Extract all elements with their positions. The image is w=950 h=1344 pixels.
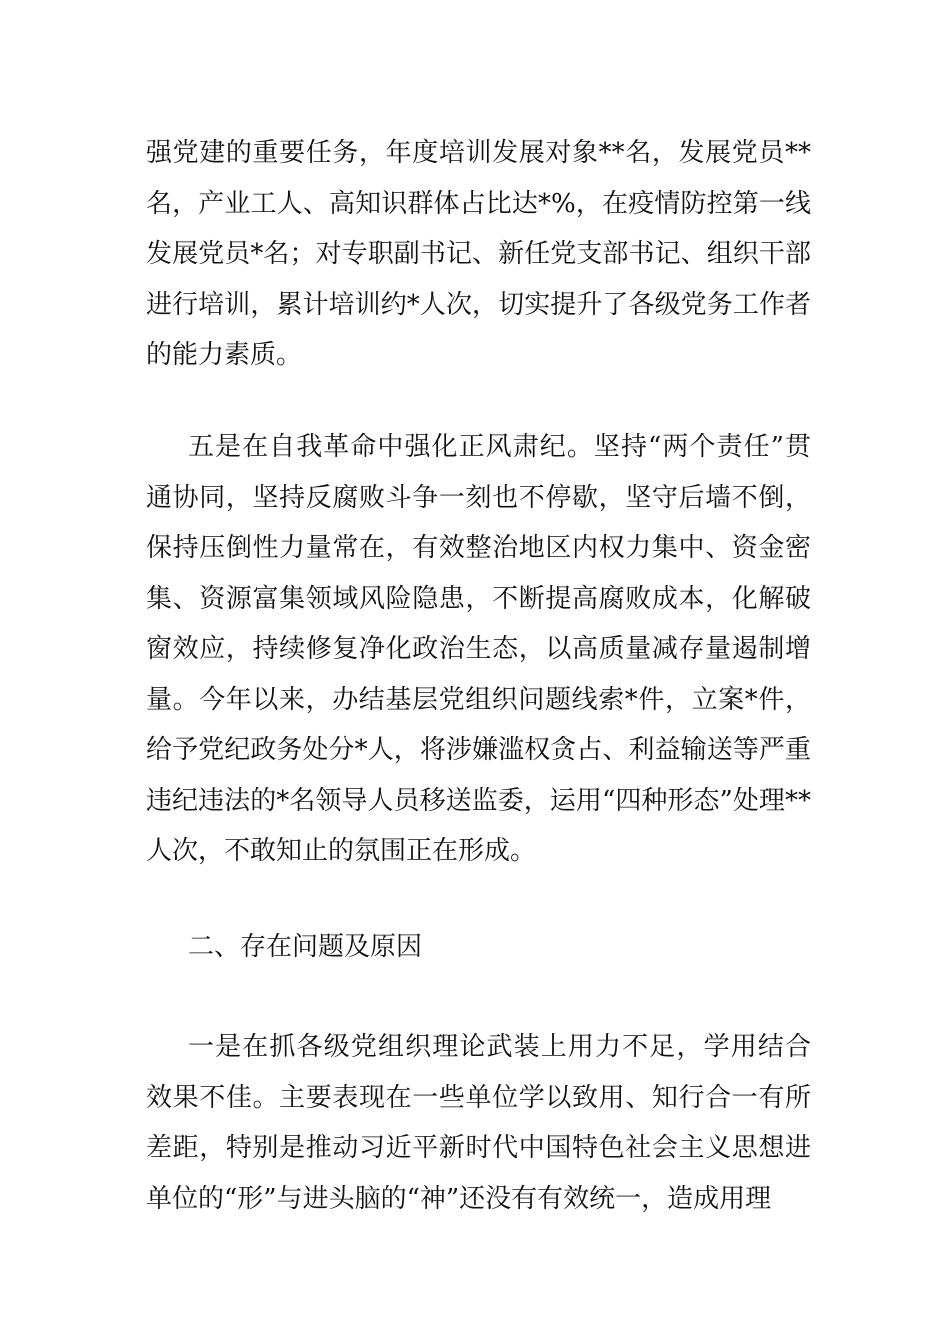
paragraph-continued: 强党建的重要任务，年度培训发展对象**名，发展党员**名，产业工人、高知识群体占比达*%，在疫情防控第一线发展党员*名；对专职副书记、新任党支部书记、组织干部进行培训，累计培训约*人次，切实提升了各级党务工作者的能力素质。 <box>146 138 811 370</box>
section-heading: 二、存在问题及原因 <box>188 932 423 962</box>
paragraph-five: 五是在自我革命中强化正风肃纪。坚持“两个责任”贯通协同，坚持反腐败斗争一刻也不停歇，坚守后墙不倒，保持压倒性力量常在，有效整治地区内权力集中、资金密集、资源富集领域风险隐患，不断提高腐败成本，化解破窗效应，持续修复净化政治生态，以高质量减存量遏制增量。今年以来，办结基层党组织问题线索*件，立案*件，给予党纪政务处分*人，将涉嫌滥权贪占、利益输送等严重违纪违法的*名领导人员移送监委，运用“四种形态”处理**人次，不敢知止的氛围正在形成。 <box>146 432 811 866</box>
paragraph-one: 一是在抓各级党组织理论武装上用力不足，学用结合效果不佳。主要表现在一些单位学以致用、知行合一有所差距，特别是推动习近平新时代中国特色社会主义思想进单位的“形”与进头脑的“神”还没有有效统一，造成用理 <box>146 1032 811 1214</box>
